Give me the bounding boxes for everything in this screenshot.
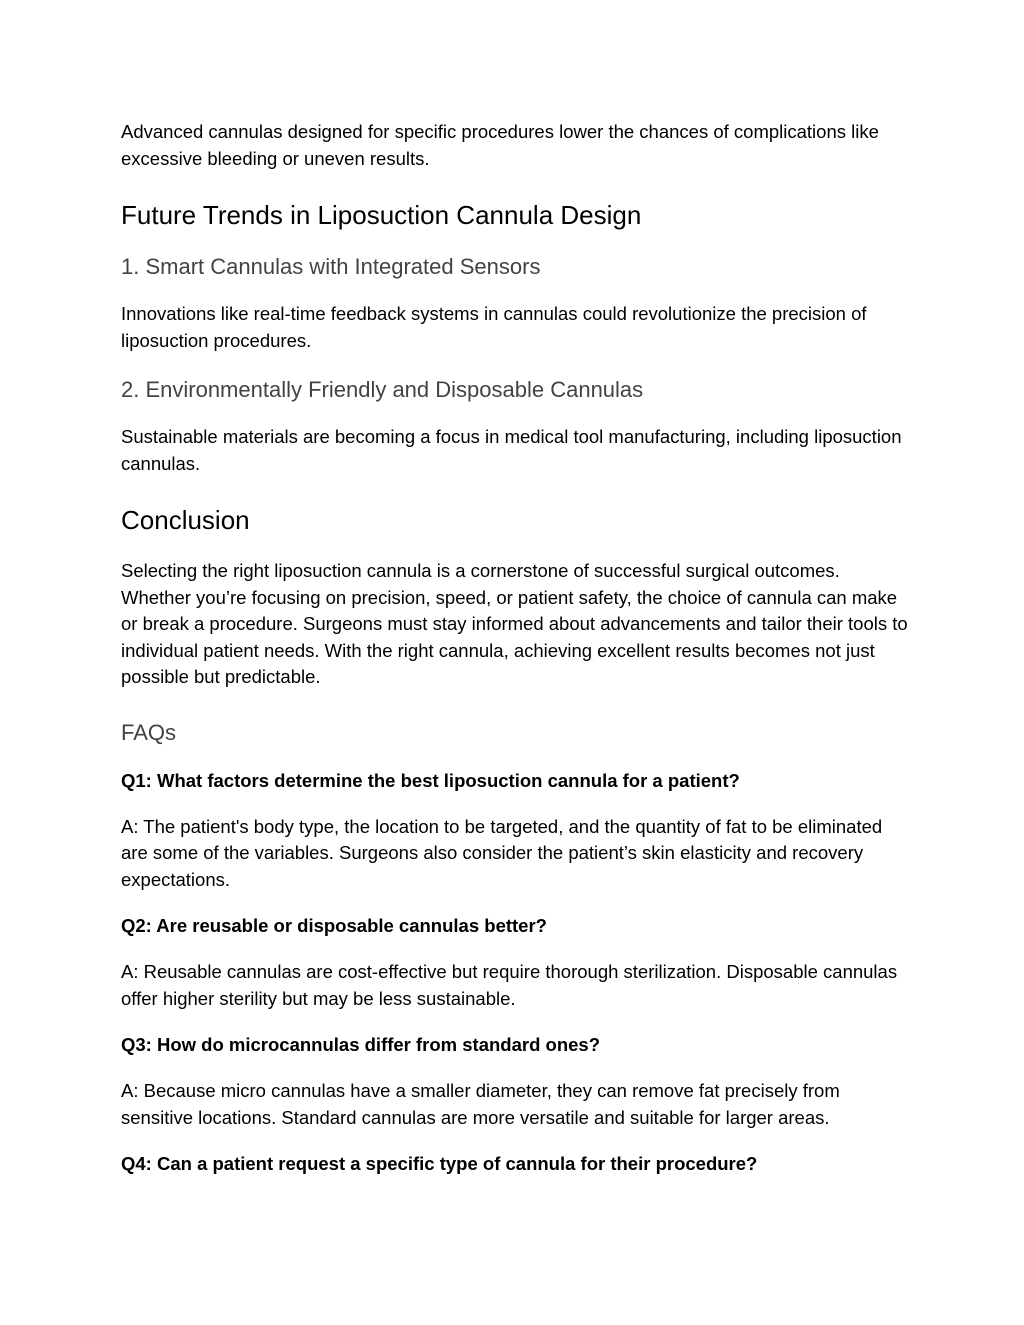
trend-2-text: Sustainable materials are becoming a focus in medical tool manufacturing, including liposuction cannulas. bbox=[121, 426, 902, 474]
faq-question-4: Q4: Can a patient request a specific type of cannula for their procedure? bbox=[121, 1153, 758, 1174]
document-page bbox=[121, 119, 911, 1177]
faqs-heading: FAQs bbox=[121, 719, 177, 745]
faq-answer-1: A: The patient's body type, the location to be targeted, and the quantity of fat to be eliminated are some of the variables. Surgeons also consider the patient’s skin elasticity and recovery expectations. bbox=[121, 815, 883, 890]
trend-2-heading: 2. Environmentally Friendly and Disposable Cannulas bbox=[121, 377, 644, 402]
faq-question-1: Q1: What factors determine the best liposuction cannula for a patient? bbox=[121, 769, 740, 791]
faq-question-3: Q3: How do microcannulas differ from standard ones? bbox=[121, 1034, 601, 1055]
trend-1-heading: 1. Smart Cannulas with Integrated Sensors bbox=[121, 254, 541, 279]
faq-question-2: Q2: Are reusable or disposable cannulas better? bbox=[121, 915, 547, 936]
conclusion-text: Selecting the right liposuction cannula is a cornerstone of successful surgical outcomes. Whether you’re focusing on precision, speed, or patient safety, the choice of cannula can make or break a procedure. Surgeons must stay informed about advancements and tailor their tools to individual patient needs. With the right cannula, achieving excellent results becomes not just possible but predictable. bbox=[121, 560, 908, 687]
faq-answer-3: A: Because micro cannulas have a smaller diameter, they can remove fat precisely from sensitive locations. Standard cannulas are more versatile and suitable for larger areas. bbox=[121, 1080, 840, 1128]
trend-1-text: Innovations like real-time feedback systems in cannulas could revolutionize the precision of liposuction procedures. bbox=[121, 303, 867, 351]
conclusion-heading: Conclusion bbox=[121, 505, 250, 535]
faq-answer-2: A: Reusable cannulas are cost-effective but require thorough sterilization. Disposable cannulas offer higher sterility but may be less sustainable. bbox=[121, 961, 898, 1009]
intro-paragraph: Advanced cannulas designed for specific procedures lower the chances of complications like excessive bleeding or uneven results. bbox=[121, 121, 879, 169]
future-trends-heading: Future Trends in Liposuction Cannula Design bbox=[121, 200, 642, 230]
